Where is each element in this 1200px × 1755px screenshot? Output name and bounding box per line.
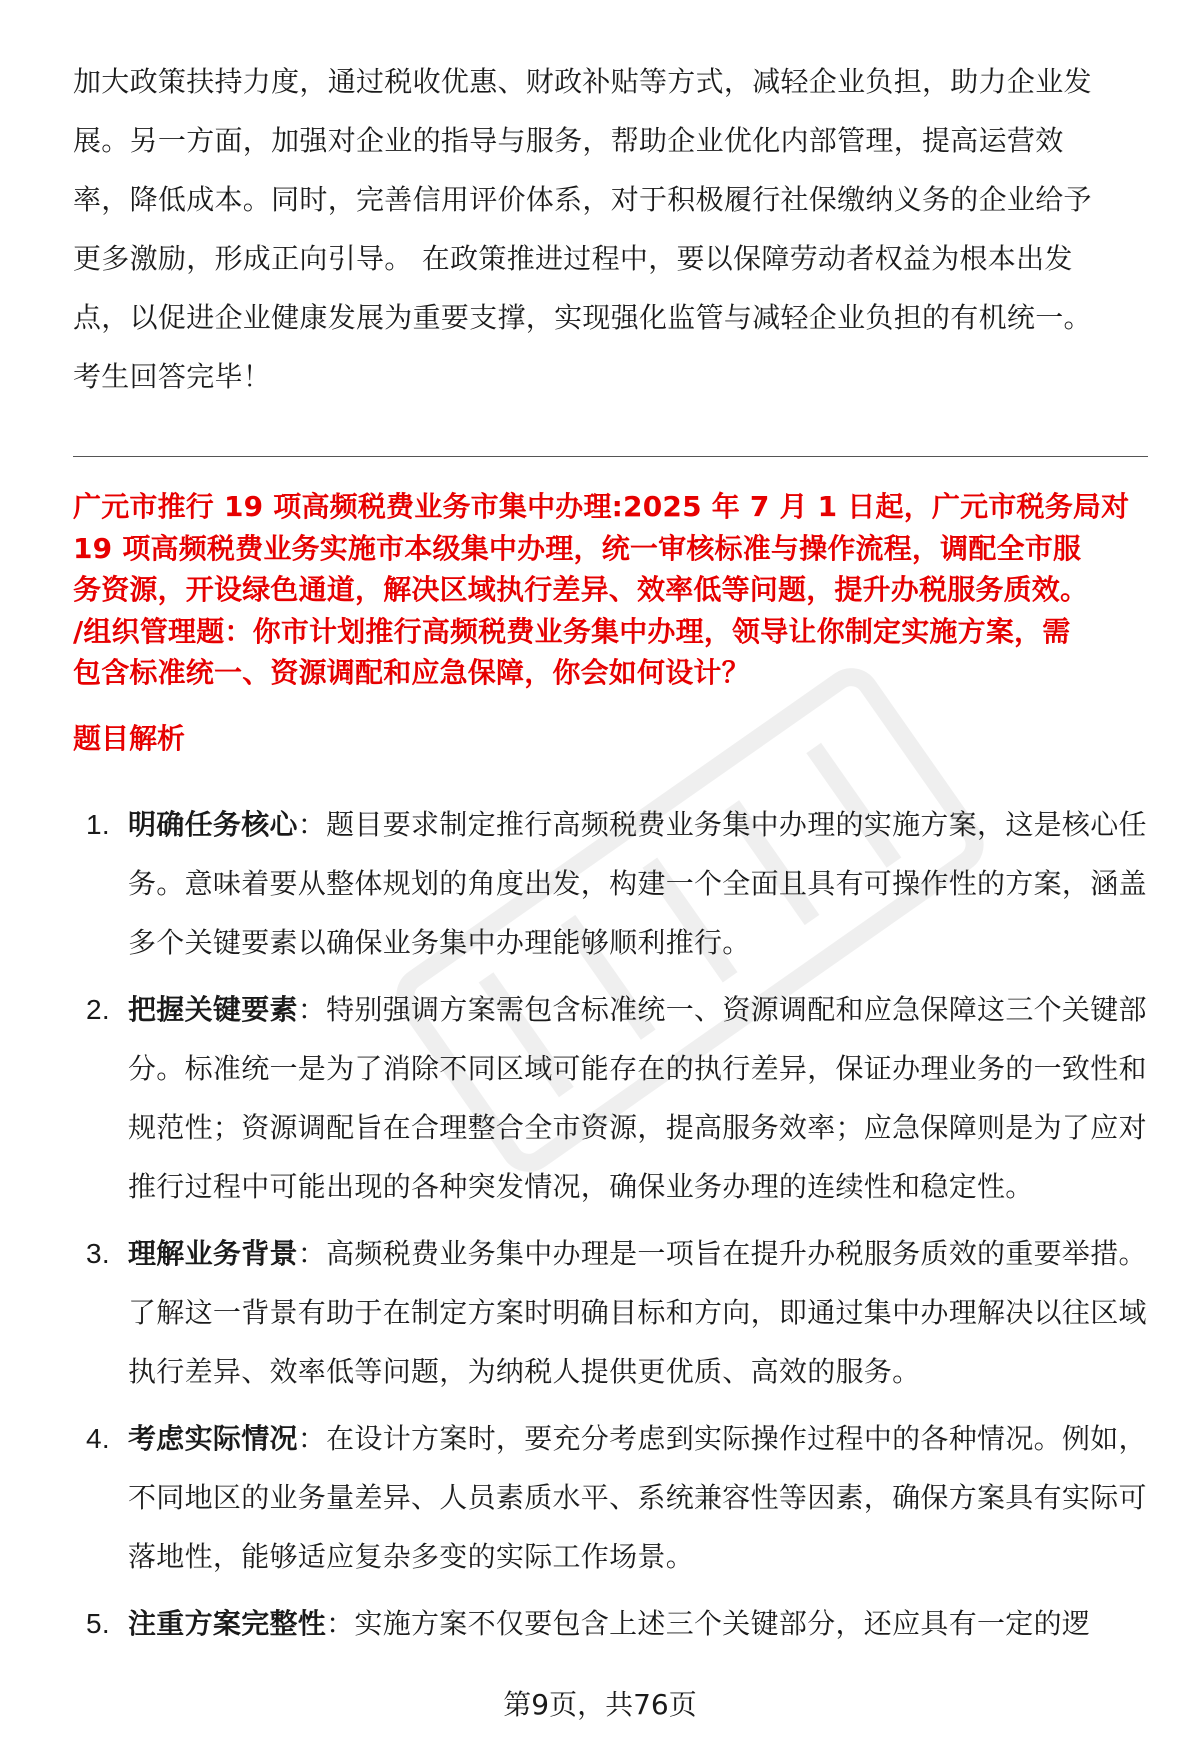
list-item [73,1224,1148,1401]
list-item [73,980,1148,1216]
list-item-number: 5. [86,1608,110,1639]
list-item [73,1409,1148,1586]
analysis-list [73,795,1148,1661]
list-item-text: ：特别强调方案需包含标准统一、资源调配和应急保障这三个关键部分。标准统一是为了消除不同区域可能存在的执行差异，保证办理业务的一致性和规范性；资源调配旨在合理整合全市资源，提高服务效率；应急保障则是为了应对推行过程中可能出现的各种突发情况，确保业务办理的连续性和稳定性。 [128,993,1147,1203]
question-line: /组织管理题：你市计划推行高频税费业务集中办理，领导让你制定实施方案，需 [73,614,1071,648]
list-item-text: ：题目要求制定推行高频税费业务集中办理的实施方案，这是核心任务。意味着要从整体规划的角度出发，构建一个全面且具有可操作性的方案，涵盖多个关键要素以确保业务集中办理能够顺利推行。 [128,808,1147,959]
list-item-number: 2. [86,994,110,1025]
list-item-title: 明确任务核心 [128,808,298,841]
list-item-title: 理解业务背景 [128,1237,298,1270]
list-item [73,1594,1148,1653]
list-item-number: 3. [86,1238,110,1269]
list-item-text: ：高频税费业务集中办理是一项旨在提升办税服务质效的重要举措。了解这一背景有助于在制定方案时明确目标和方向，即通过集中办理解决以往区域执行差异、效率低等问题，为纳税人提供更优质、高效的服务。 [128,1237,1147,1388]
intro-line: 率，降低成本。同时，完善信用评价体系，对于积极履行社保缴纳义务的企业给予 [73,183,1092,216]
list-item-text: ：实施方案不仅要包含上述三个关键部分，还应具有一定的逻 [326,1607,1091,1640]
question-line: 广元市推行 19 项高频税费业务市集中办理:2025 年 7 月 1 日起，广元市税务局对 [73,490,1130,523]
list-item-title: 考虑实际情况 [128,1422,298,1455]
intro-line: 点，以促进企业健康发展为重要支撑，实现强化监管与减轻企业负担的有机统一。 [73,301,1092,334]
list-item-number: 4. [86,1423,110,1454]
question-line: 包含标准统一、资源调配和应急保障，你会如何设计？ [73,656,750,689]
page-number-footer: 第9页，共76页 [503,1688,697,1721]
list-item-text: ：在设计方案时，要充分考虑到实际操作过程中的各种情况。例如，不同地区的业务量差异、人员素质水平、系统兼容性等因素，确保方案具有实际可落地性，能够适应复杂多变的实际工作场景。 [128,1422,1147,1573]
list-item-title: 把握关键要素 [128,993,298,1026]
question-line: 19 项高频税费业务实施市本级集中办理，统一审核标准与操作流程，调配全市服 [73,531,1082,565]
intro-paragraph [73,52,1148,406]
intro-line: 展。另一方面，加强对企业的指导与服务，帮助企业优化内部管理，提高运营效 [73,124,1064,157]
intro-line: 考生回答完毕！ [73,360,272,393]
intro-line: 更多激励，形成正向引导。 在政策推进过程中，要以保障劳动者权益为根本出发 [73,242,1073,275]
question-line: 务资源，开设绿色通道，解决区域执行差异、效率低等问题，提升办税服务质效。 [73,573,1089,606]
list-item-number: 1. [86,809,110,840]
question-block [73,486,1153,694]
section-divider [73,456,1148,457]
analysis-heading: 题目解析 [73,722,186,755]
list-item [73,795,1148,972]
list-item-title: 注重方案完整性 [128,1607,327,1640]
intro-line: 加大政策扶持力度，通过税收优惠、财政补贴等方式，减轻企业负担，助力企业发 [73,65,1092,98]
